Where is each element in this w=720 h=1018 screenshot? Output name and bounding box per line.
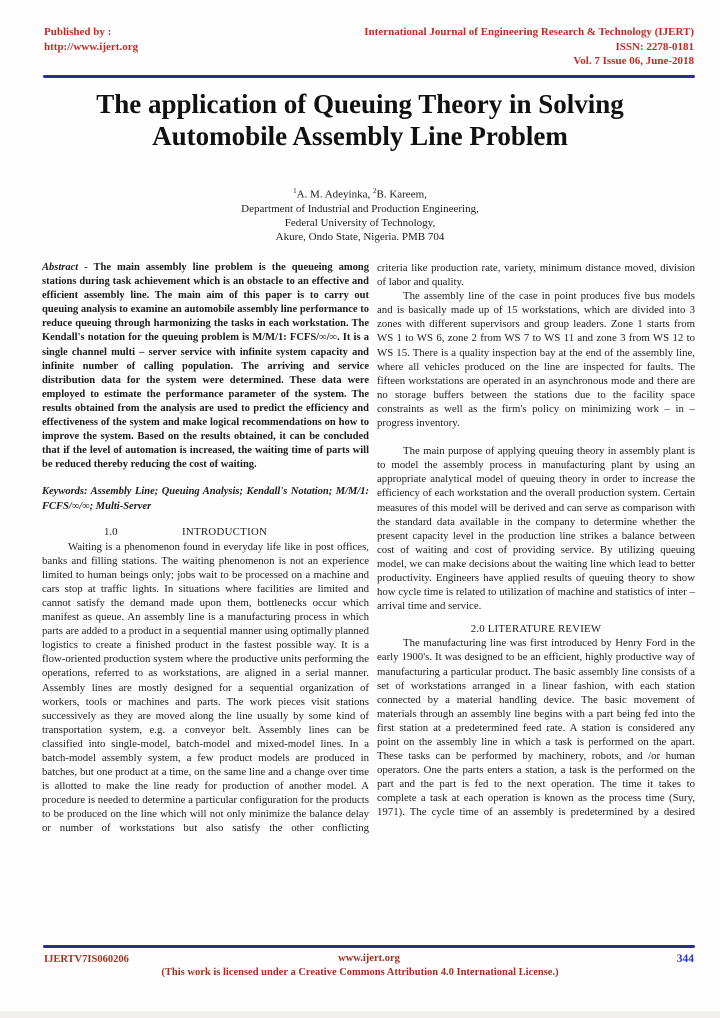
abstract-label: Abstract — [42, 262, 79, 273]
page-footer — [44, 953, 694, 965]
footer-url-link[interactable]: www.ijert.org — [338, 953, 400, 964]
publisher-url-link[interactable]: http://www.ijert.org — [44, 40, 139, 53]
published-by-label: Published by : — [44, 26, 112, 38]
introduction-paragraph: Waiting is a phenomenon found in everyday life like in post offices, banks and filling stations. The waiting phenomenon is not an experience limited to human beings only; jobs wait to be processed on a machine and cars stop at traffic lights. In situations where facilities are limited and cannot satisfy the demand made upon them, bottlenecks occur which manifest as queue. An assembly line is a manufacturing process in which parts are added to a product in a sequential manner using optimally planned logistics to create a finished product in the fastest possible way. It is a flow-oriented production system where the productive units performing the operations, referred to as workstations, are aligned in a serial manner. Assembly lines are mostly designed for a sequential organization of workers, tools or machines and parts. The work pieces visit stations successively as they are moved along the line usually by some kind of transportation system, e.g. a conveyor belt. Assembly lines can be classified into single-model, batch-model and mixed-model lines. In a batch-model assembly system, a few product models are produced in batches, but one product at a time, on the same line and a change over time is allotted to make the line ready for production of another model. A procedure is needed to determine a particular configuration for the products to be produced on the line which will not only minimize the balance delay or number of workstations but also satisfy the other conflicting — [42, 540, 369, 835]
left-column — [42, 261, 369, 836]
keywords-label: Keywords: — [42, 486, 91, 498]
author2-affiliation-sup: 2 — [372, 187, 377, 195]
journal-block — [364, 25, 694, 69]
section-title: INTRODUCTION — [182, 525, 268, 538]
case-study-paragraph: The assembly line of the case in point produces five bus models and is basically made up of 15 workstations, which are divided into 3 zones with different supervisors and group leaders. Zone 1 starts from WS 1 to WS 6, zone 2 from WS 7 to WS 11 and zone 3 from WS 12 to WS 15. There is a quality inspection bay at the end of the assembly line, where all vehicles produced on the line are inspected for faults. The fifteen workstations are operated in an asynchronous mode and there are no storage buffers between the stations due to the facility space constraints as well as the firm's policy on minimizing work – in – progress inventory. — [377, 290, 695, 430]
purpose-paragraph: The main purpose of applying queuing theory in assembly plant is to model the assembly process in manufacturing plant by using an appropriate analytical model of queuing theory in order to increase the efficiency of each workstation and the overall production system. Certain measures of this model will be derived and can serve as comparison with the standard data available in the company to determine whether the present capacity level in the production line strikes a balance between cost of waiting and cost of providing service. By utilizing queuing model, we can make decisions about the waiting line which lead to better productivity. Engineers have applied results of queuing theory to show how cycle time is related to utilization of machine and statistics of inter – arrival time and service. — [377, 445, 695, 613]
section-heading-literature-review: 2.0 LITERATURE REVIEW — [470, 623, 602, 636]
journal-issn: ISSN: 2278-0181 — [615, 40, 694, 53]
abstract-paragraph — [42, 261, 369, 472]
keywords-text: Assembly Line; Queuing Analysis; Kendall's Notation; M/M/1: FCFS/∞/∞; Multi-Server — [42, 486, 369, 512]
keywords-paragraph — [42, 485, 369, 513]
page-header — [44, 25, 694, 69]
literature-review-paragraph: The manufacturing line was first introduced by Henry Ford in the early 1900's. It was designed to be an efficient, highly productive way of manufacturing a particular product. The basic assembly line consists of a set of workstations arranged in a linear fashion, with each station connected by a material handling device. The basic movement of materials through an assembly line begins with a part being fed into the first station at a predetermined feed rate. A station is considered any point on the assembly line in which a task is performed on the apart. These tasks can be performed by machinery, robots, and /or human operators. One the parts enters a station, a task is the performed on the part and the part is fed to the next operation. The time it takes to complete a task at each operation is known as the process time (Sury, 1971). The cycle time of an assembly is predetermined by a desired — [377, 637, 695, 819]
author1-name: A. M. Adeyinka, — [296, 188, 373, 201]
abstract-text: - The main assembly line problem is the queueing among stations during task achievement which is an obstacle to an effective and efficient assembly line. The main aim of this paper is to carry out queuing analysis to examine an automobile assembly line performance to reduce queuing through harmonizing the tasks in each workstation. The Kendall's notation for the queuing problem is M/M/1: FCFS/∞/∞. It is a single channel multi – server service with infinite system capacity and infinite number of calling population. The arriving and service distribution data for the system were determined. These data were employed to estimate the performance parameter of the system. The results obtained from the analysis are used to predict the efficiency and effectiveness of the system and make logical recommendations on how to improve the system. Based on the results obtained, it can be concluded that if the level of automation is increased, the waiting time of parts will be reduced thereby reducing the cost of waiting. — [42, 262, 369, 471]
footer-rule — [43, 945, 695, 948]
paper-title — [0, 88, 720, 152]
section-heading-introduction — [42, 525, 369, 540]
page-number: 344 — [676, 953, 694, 965]
author-names — [0, 184, 720, 202]
authors-address: Akure, Ondo State, Nigeria. PMB 704 — [275, 230, 445, 243]
continuation-paragraph: criteria like production rate, variety, minimum distance moved, division of labor and quality. — [377, 262, 695, 289]
publisher-block — [44, 25, 138, 54]
header-rule — [43, 75, 695, 78]
journal-issue: Vol. 7 Issue 06, June-2018 — [573, 55, 694, 67]
license-note: (This work is licensed under a Creative Commons Attribution 4.0 International License.) — [161, 967, 559, 978]
author1-affiliation-sup: 1 — [293, 187, 297, 195]
authors-block — [0, 184, 720, 244]
author2-name: B. Kareem, — [376, 188, 427, 201]
section-number: 1.0 — [104, 525, 118, 538]
journal-name: International Journal of Engineering Research & Technology (IJERT) — [364, 26, 694, 38]
right-column — [377, 261, 695, 820]
document-id: IJERTV7IS060206 — [44, 954, 129, 965]
paper-title-line1: The application of Queuing Theory in Solving — [96, 89, 624, 119]
authors-department: Department of Industrial and Production Engineering, — [241, 202, 479, 215]
authors-university: Federal University of Technology, — [284, 216, 436, 229]
paper-title-line2: Automobile Assembly Line Problem — [152, 121, 568, 151]
scan-bottom-edge — [0, 1011, 720, 1018]
